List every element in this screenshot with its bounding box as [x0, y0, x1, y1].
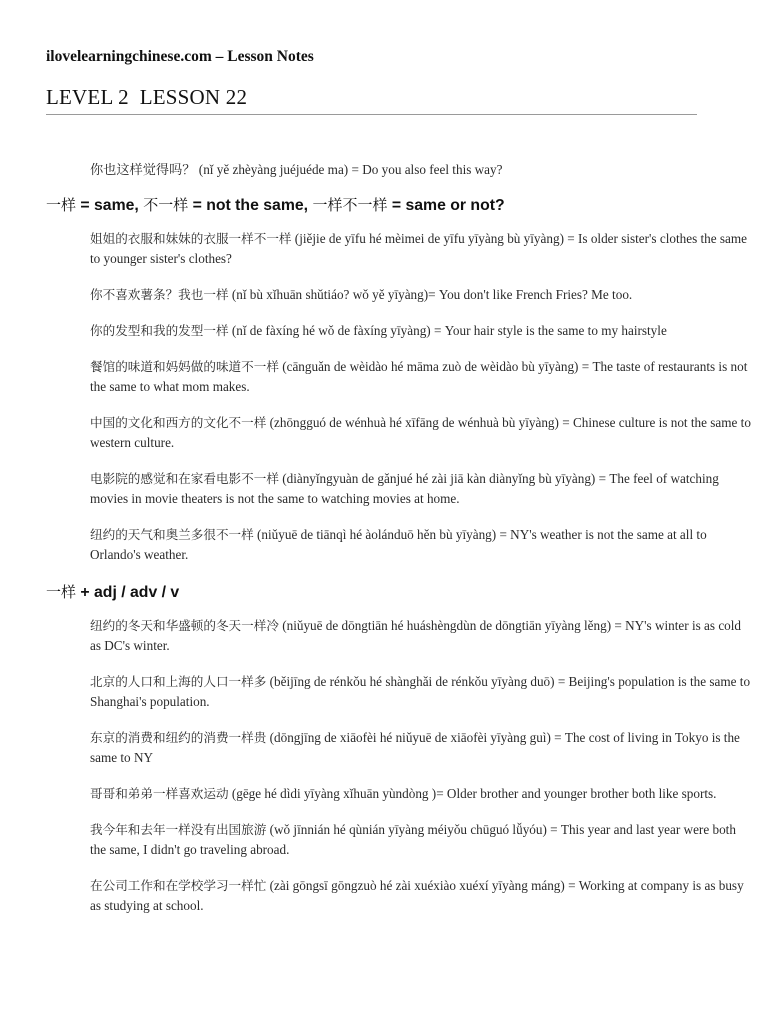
heading-meaning: = same,	[76, 197, 144, 214]
example-sentence	[90, 820, 754, 860]
example-sentence	[90, 413, 754, 453]
example-pinyin-translation: (wǒ jīnnián hé qùnián yīyàng méiyǒu chūguó lǚyóu) = This year and last year were both the same, I didn't go traveling abroad.	[90, 822, 736, 857]
example-chinese: 中国的文化和西方的文化不一样	[90, 415, 267, 430]
example-sentence	[90, 876, 754, 916]
example-pinyin-translation: (niǔyuē de tiānqì hé àolánduō hěn bù yīyàng) = NY's weather is not the same at all to Orlando's weather.	[90, 527, 707, 562]
example-pinyin-translation: (gēge hé dìdi yīyàng xǐhuān yùndòng )= Older brother and younger brother both like sports.	[228, 786, 717, 801]
heading-term: 一样	[46, 196, 77, 214]
example-sentence	[90, 229, 754, 269]
example-chinese: 哥哥和弟弟一样喜欢运动	[90, 786, 229, 801]
example-chinese: 东京的消费和纽约的消费一样贵	[90, 730, 267, 745]
example-sentence	[90, 285, 754, 305]
example-sentence	[90, 525, 754, 565]
lesson-title: LEVEL 2 LESSON 22	[46, 85, 248, 109]
example-chinese: 姐姐的衣服和妹妹的衣服一样不一样	[90, 231, 292, 246]
section-heading	[46, 581, 746, 604]
title-divider	[46, 114, 697, 115]
example-sentence	[90, 616, 754, 656]
lesson-content	[0, 160, 768, 932]
heading-meaning: + adj / adv / v	[76, 584, 180, 601]
example-pinyin-translation: (nǐ bù xǐhuān shǔtiáo? wǒ yě yīyàng)= You don't like French Fries? Me too.	[228, 287, 633, 302]
heading-meaning: = same or not?	[387, 197, 505, 214]
example-pinyin-translation: (nǐ de fàxíng hé wǒ de fàxíng yīyàng) = Your hair style is the same to my hairstyle	[228, 323, 667, 338]
example-chinese: 你的发型和我的发型一样	[90, 323, 229, 338]
example-chinese: 你不喜欢薯条？我也一样	[90, 287, 229, 302]
example-sentence	[90, 357, 754, 397]
example-chinese: 在公司工作和在学校学习一样忙	[90, 878, 267, 893]
heading-term: 不一样	[143, 196, 189, 214]
example-chinese: 纽约的冬天和华盛顿的冬天一样冷	[90, 618, 279, 633]
example-sentence	[90, 321, 754, 341]
example-pinyin-translation: (jiějie de yīfu hé mèimei de yīfu yīyàng bù yīyàng) = Is older sister's clothes the same to younger sister's clothes?	[90, 231, 748, 266]
example-sentence	[90, 672, 754, 712]
example-pinyin-translation: (dōngjīng de xiāofèi hé niǔyuē de xiāofèi yīyàng guì) = The cost of living in Tokyo is the same to NY	[90, 730, 740, 765]
example-chinese: 电影院的感觉和在家看电影不一样	[90, 471, 279, 486]
heading-term: 一样	[46, 583, 77, 601]
site-header: ilovelearningchinese.com – Lesson Notes	[46, 48, 314, 65]
example-sentence	[90, 728, 754, 768]
heading-term: 一样不一样	[312, 196, 388, 214]
intro-question: 你也这样觉得吗？ (nǐ yě zhèyàng juéjuéde ma) = Do you also feel this way?	[90, 162, 503, 177]
example-chinese: 我今年和去年一样没有出国旅游	[90, 822, 267, 837]
example-pinyin-translation: (běijīng de rénkǒu hé shànghǎi de rénkǒu yīyàng duō) = Beijing's population is the same to Shanghai's population.	[90, 674, 751, 709]
example-pinyin-translation: (diànyǐngyuàn de gǎnjué hé zài jiā kàn diànyǐng bù yīyàng) = The feel of watching movies in movie theaters is not the same to watching movies at home.	[90, 471, 719, 506]
example-pinyin-translation: (zhōngguó de wénhuà hé xīfāng de wénhuà bù yīyàng) = Chinese culture is not the same to western culture.	[90, 415, 751, 450]
example-pinyin-translation: (niǔyuē de dōngtiān hé huáshèngdùn de dōngtiān yīyàng lěng) = NY's winter is as cold as DC's winter.	[90, 618, 742, 653]
section-heading	[46, 194, 746, 217]
example-pinyin-translation: (zài gōngsī gōngzuò hé zài xuéxiào xuéxí yīyàng máng) = Working at company is as busy as studying at school.	[90, 878, 744, 913]
heading-meaning: = not the same,	[188, 197, 313, 214]
example-sentence	[90, 784, 754, 804]
example-sentence	[90, 469, 754, 509]
example-pinyin-translation: (cānguǎn de wèidào hé māma zuò de wèidào bù yīyàng) = The taste of restaurants is not the same to what mom makes.	[90, 359, 748, 394]
example-chinese: 北京的人口和上海的人口一样多	[90, 674, 267, 689]
example-chinese: 餐馆的味道和妈妈做的味道不一样	[90, 359, 279, 374]
example-chinese: 纽约的天气和奥兰多很不一样	[90, 527, 254, 542]
